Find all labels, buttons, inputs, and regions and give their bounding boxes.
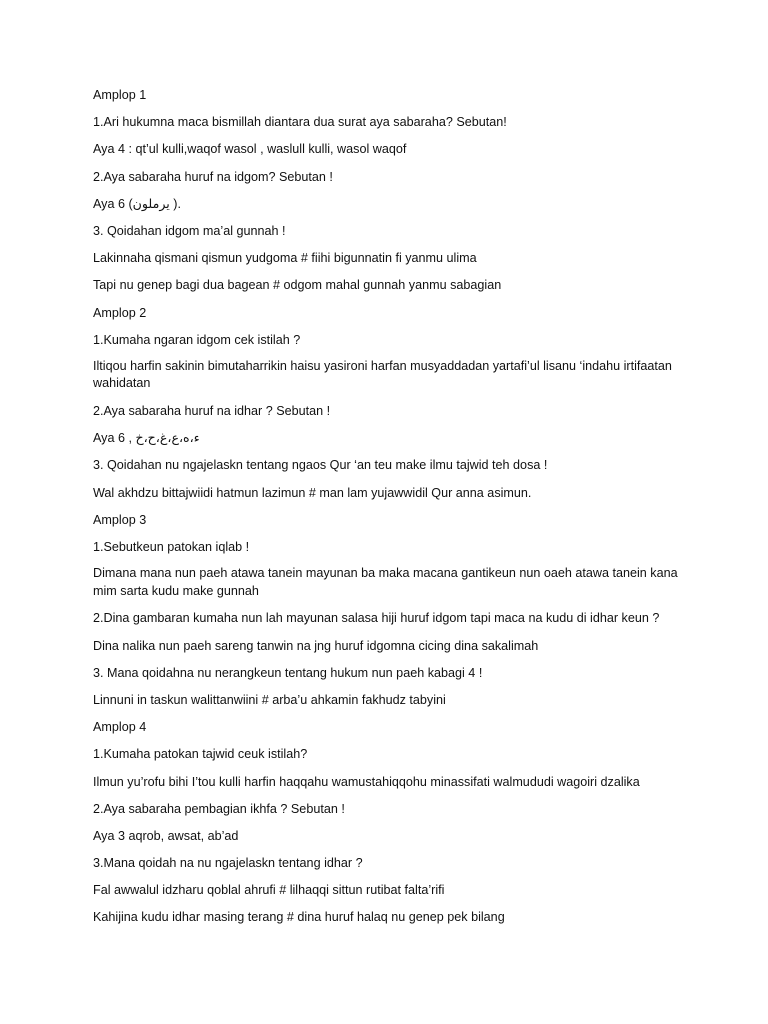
heading-amplop-1: Amplop 1 — [93, 88, 147, 102]
answer-3-2: Dina nalika nun paeh sareng tanwin na jng huruf idgomna cicing dina sakalimah — [93, 638, 539, 653]
answer-1-3b: Tapi nu genep bagi dua bagean # odgom mahal gunnah yanmu sabagian — [93, 278, 502, 293]
question-3-3: 3. Mana qoidahna nu nerangkeun tentang hukum nun paeh kabagi 4 ! — [93, 665, 483, 680]
question-1-2: 2.Aya sabaraha huruf na idgom? Sebutan ! — [93, 169, 333, 184]
answer-3-1: Dimana mana nun paeh atawa tanein mayunan ba maka macana gantikeun nun oaeh atawa tanein kana mim sarta kudu make gunnah — [93, 566, 678, 598]
answer-2-1: Iltiqou harfin sakinin bimutaharrikin haisu yasironi harfan musyaddadan yartafi’ul lisanu ‘indahu irtifaatan wahidatan — [93, 358, 672, 391]
question-2-3: 3. Qoidahan nu ngajelaskn tentang ngaos Qur ‘an teu make ilmu tajwid teh dosa ! — [93, 458, 548, 473]
answer-3-3: Linnuni in taskun walittanwiini # arba’u ahkamin fakhudz tabyini — [93, 692, 446, 707]
question-4-1: 1.Kumaha patokan tajwid ceuk istilah? — [93, 747, 308, 762]
question-4-2: 2.Aya sabaraha pembagian ikhfa ? Sebutan ! — [93, 801, 345, 816]
heading-amplop-2: Amplop 2 — [93, 305, 147, 320]
answer-1-2: Aya 6 (يرملون ). — [93, 196, 181, 211]
answer-4-3b: Kahijina kudu idhar masing terang # dina huruf halaq nu genep pek bilang — [93, 910, 505, 925]
answer-4-1: Ilmun yu’rofu bihi I’tou kulli harfin haqqahu wamustahiqqohu minassifati walmududi wagoiri dzalika — [93, 774, 640, 789]
answer-4-2: Aya 3 aqrob, awsat, ab’ad — [93, 828, 239, 843]
answer-2-3: Wal akhdzu bittajwiidi hatmun lazimun # man lam yujawwidil Qur anna asimun. — [93, 485, 532, 500]
answer-2-2: Aya 6 , ء،ه،ع،غ،ح،خ — [93, 431, 200, 446]
answer-1-3a: Lakinnaha qismani qismun yudgoma # fiihi bigunnatin fi yanmu ulima — [93, 251, 477, 266]
heading-amplop-3: Amplop 3 — [93, 512, 147, 527]
document-page — [93, 86, 693, 936]
question-1-3: 3. Qoidahan idgom ma’al gunnah ! — [93, 223, 286, 238]
heading-amplop-4: Amplop 4 — [93, 720, 147, 735]
question-4-3: 3.Mana qoidah na nu ngajelaskn tentang idhar ? — [93, 856, 363, 871]
question-3-1: 1.Sebutkeun patokan iqlab ! — [93, 540, 250, 554]
question-3-2: 2.Dina gambaran kumaha nun lah mayunan salasa hiji huruf idgom tapi maca na kudu di idhar keun ? — [93, 611, 660, 626]
question-2-2: 2.Aya sabaraha huruf na idhar ? Sebutan ! — [93, 404, 331, 419]
question-1-1: 1.Ari hukumna maca bismillah diantara dua surat aya sabaraha? Sebutan! — [93, 115, 507, 130]
answer-1-1: Aya 4 : qt’ul kulli,waqof wasol , waslull kulli, wasol waqof — [93, 142, 407, 157]
question-2-1: 1.Kumaha ngaran idgom cek istilah ? — [93, 332, 301, 347]
answer-4-3a: Fal awwalul idzharu qoblal ahrufi # lilhaqqi sittun rutibat falta’rifi — [93, 883, 445, 898]
